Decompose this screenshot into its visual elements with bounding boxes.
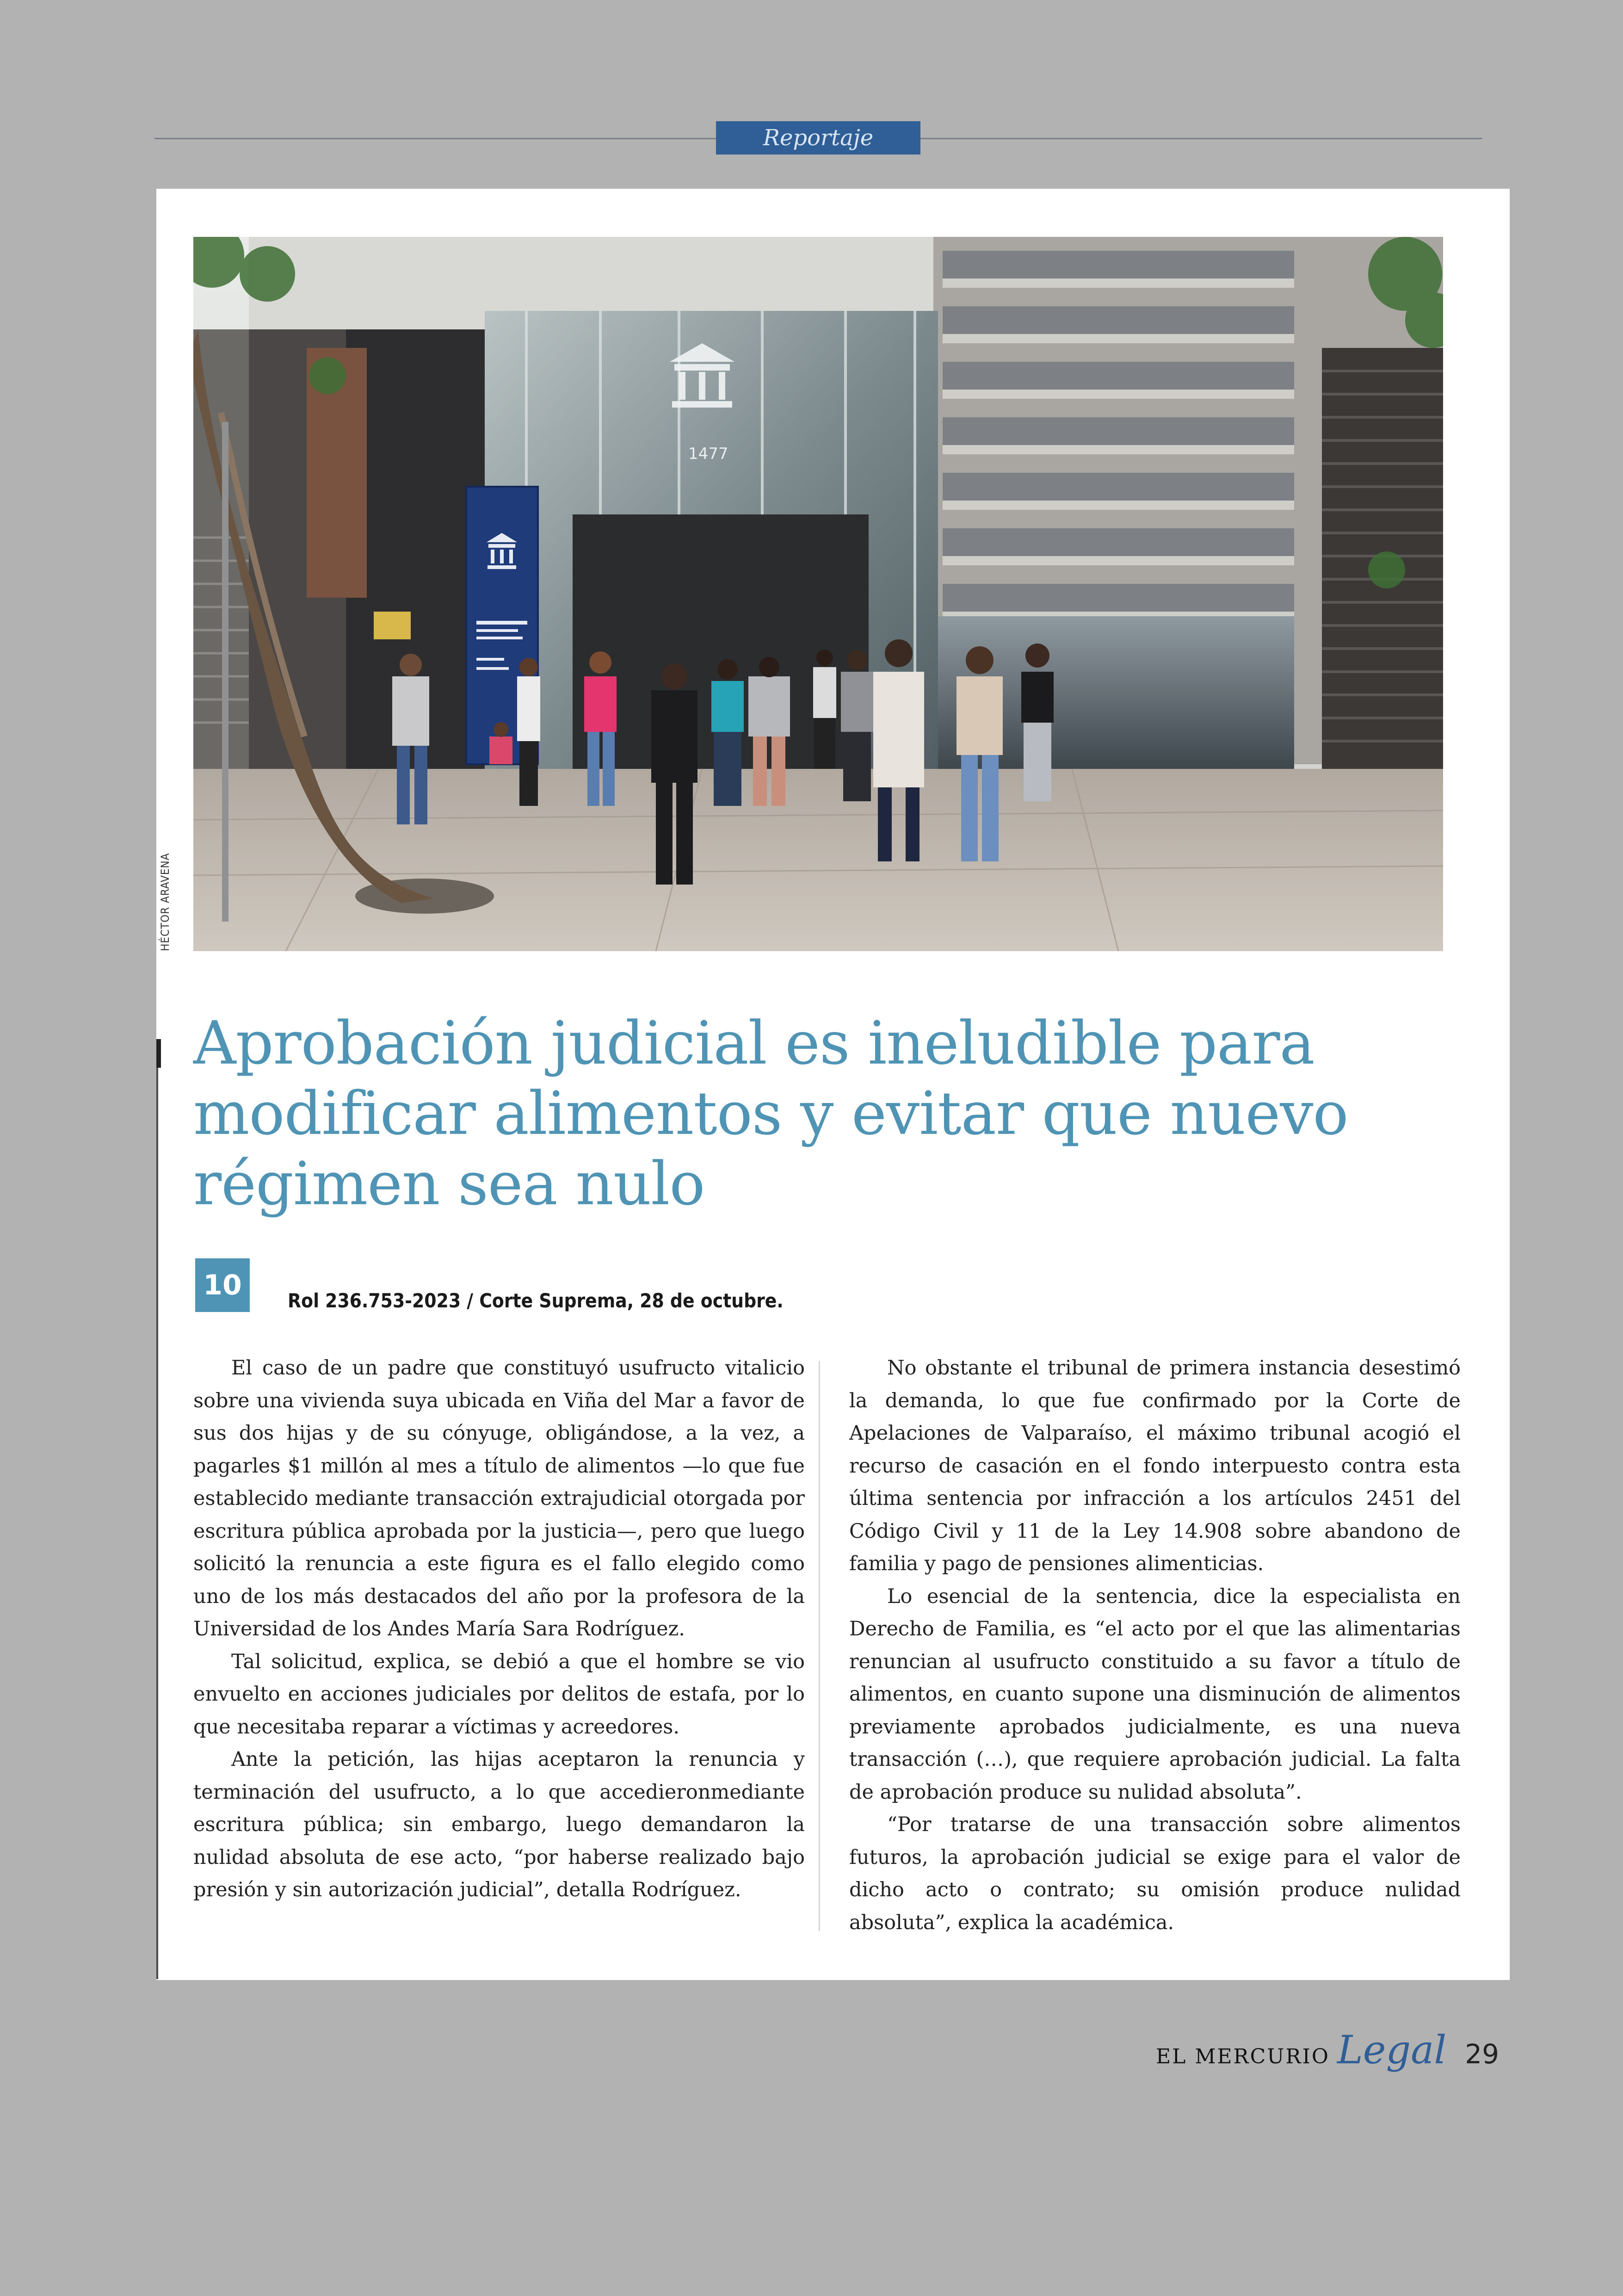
paragraph: No obstante el tribunal de primera instancia desestimó la demanda, lo que fue confirmado por la Corte de Apelaciones de Valparaíso, el máximo tribunal acogió el recurso de casación en el fondo interpuesto contra esta última sentencia por infracción a los artículos 2451 del Código Civil y 11 de la Ley 14.908 sobre abandono de familia y pago de pensiones alimenticias.	[849, 1356, 1461, 1575]
left-rule	[156, 1049, 158, 1979]
case-reference: Rol 236.753-2023 / Corte Suprema, 28 de octubre.	[288, 1289, 784, 1312]
title-marker	[156, 1039, 161, 1068]
paragraph: Lo esencial de la sentencia, dice la especialista en Derecho de Familia, es “el acto por el que las alimentarias renuncian al usufructo constituido a su favor a título de alimentos, en cuanto supone una disminución de alimentos previamente aprobados judicialmente, es una nueva transacción (…), que requiere aprobación judicial. La falta de aprobación produce su nulidad absoluta”.	[849, 1584, 1461, 1804]
column-divider	[819, 1361, 820, 1931]
article-sheet	[156, 189, 1510, 1980]
building-number: 1477	[688, 445, 728, 463]
rank-badge: 10	[195, 1258, 250, 1312]
footer-brand: EL MERCURIO	[1156, 2045, 1330, 2068]
paragraph: El caso de un padre que constituyó usufructo vitalicio sobre una vivienda suya ubicada en Viña del Mar a favor de sus dos hijas y de su cónyuge, obligándose, a la vez, a pagarles $1 millón al mes a título de alimentos —lo que fue establecido mediante transacción extrajudicial otorgada por escritura pública aprobada por la justicia—, pero que luego solicitó la renuncia a este figura es el fallo elegido como uno de los más destacados del año por la profesora de la Universidad de los Andes María Sara Rodríguez.	[193, 1356, 805, 1640]
page-footer	[1156, 2027, 1499, 2083]
page-number: 29	[1465, 2038, 1499, 2070]
headline: Aprobación judicial es ineludible para modificar alimentos y evitar que nuevo régimen sea nulo	[193, 1009, 1348, 1219]
article-photo	[193, 237, 1443, 951]
column-left	[193, 1352, 805, 1906]
footer-publication: Legal	[1337, 2027, 1447, 2073]
photo-credit: HÉCTOR ARAVENA	[159, 853, 172, 951]
paragraph: Tal solicitud, explica, se debió a que el hombre se vio envuelto en acciones judiciales por delitos de estafa, por lo que necesitaba reparar a víctimas y acreedores.	[193, 1650, 805, 1739]
paragraph: Ante la petición, las hijas aceptaron la renuncia y terminación del usufructo, a lo que accedieronmediante escritura pública; sin embargo, luego demandaron la nulidad absoluta de ese acto, “por haberse realizado bajo presión y sin autorización judicial”, detalla Rodríguez.	[193, 1748, 805, 1901]
column-right	[849, 1352, 1461, 1939]
paragraph: “Por tratarse de una transacción sobre alimentos futuros, la aprobación judicial se exige para el valor de dicho acto o contrato; su omisión produce nulidad absoluta”, explica la académica.	[849, 1813, 1461, 1934]
section-tag: Reportaje	[716, 121, 920, 155]
